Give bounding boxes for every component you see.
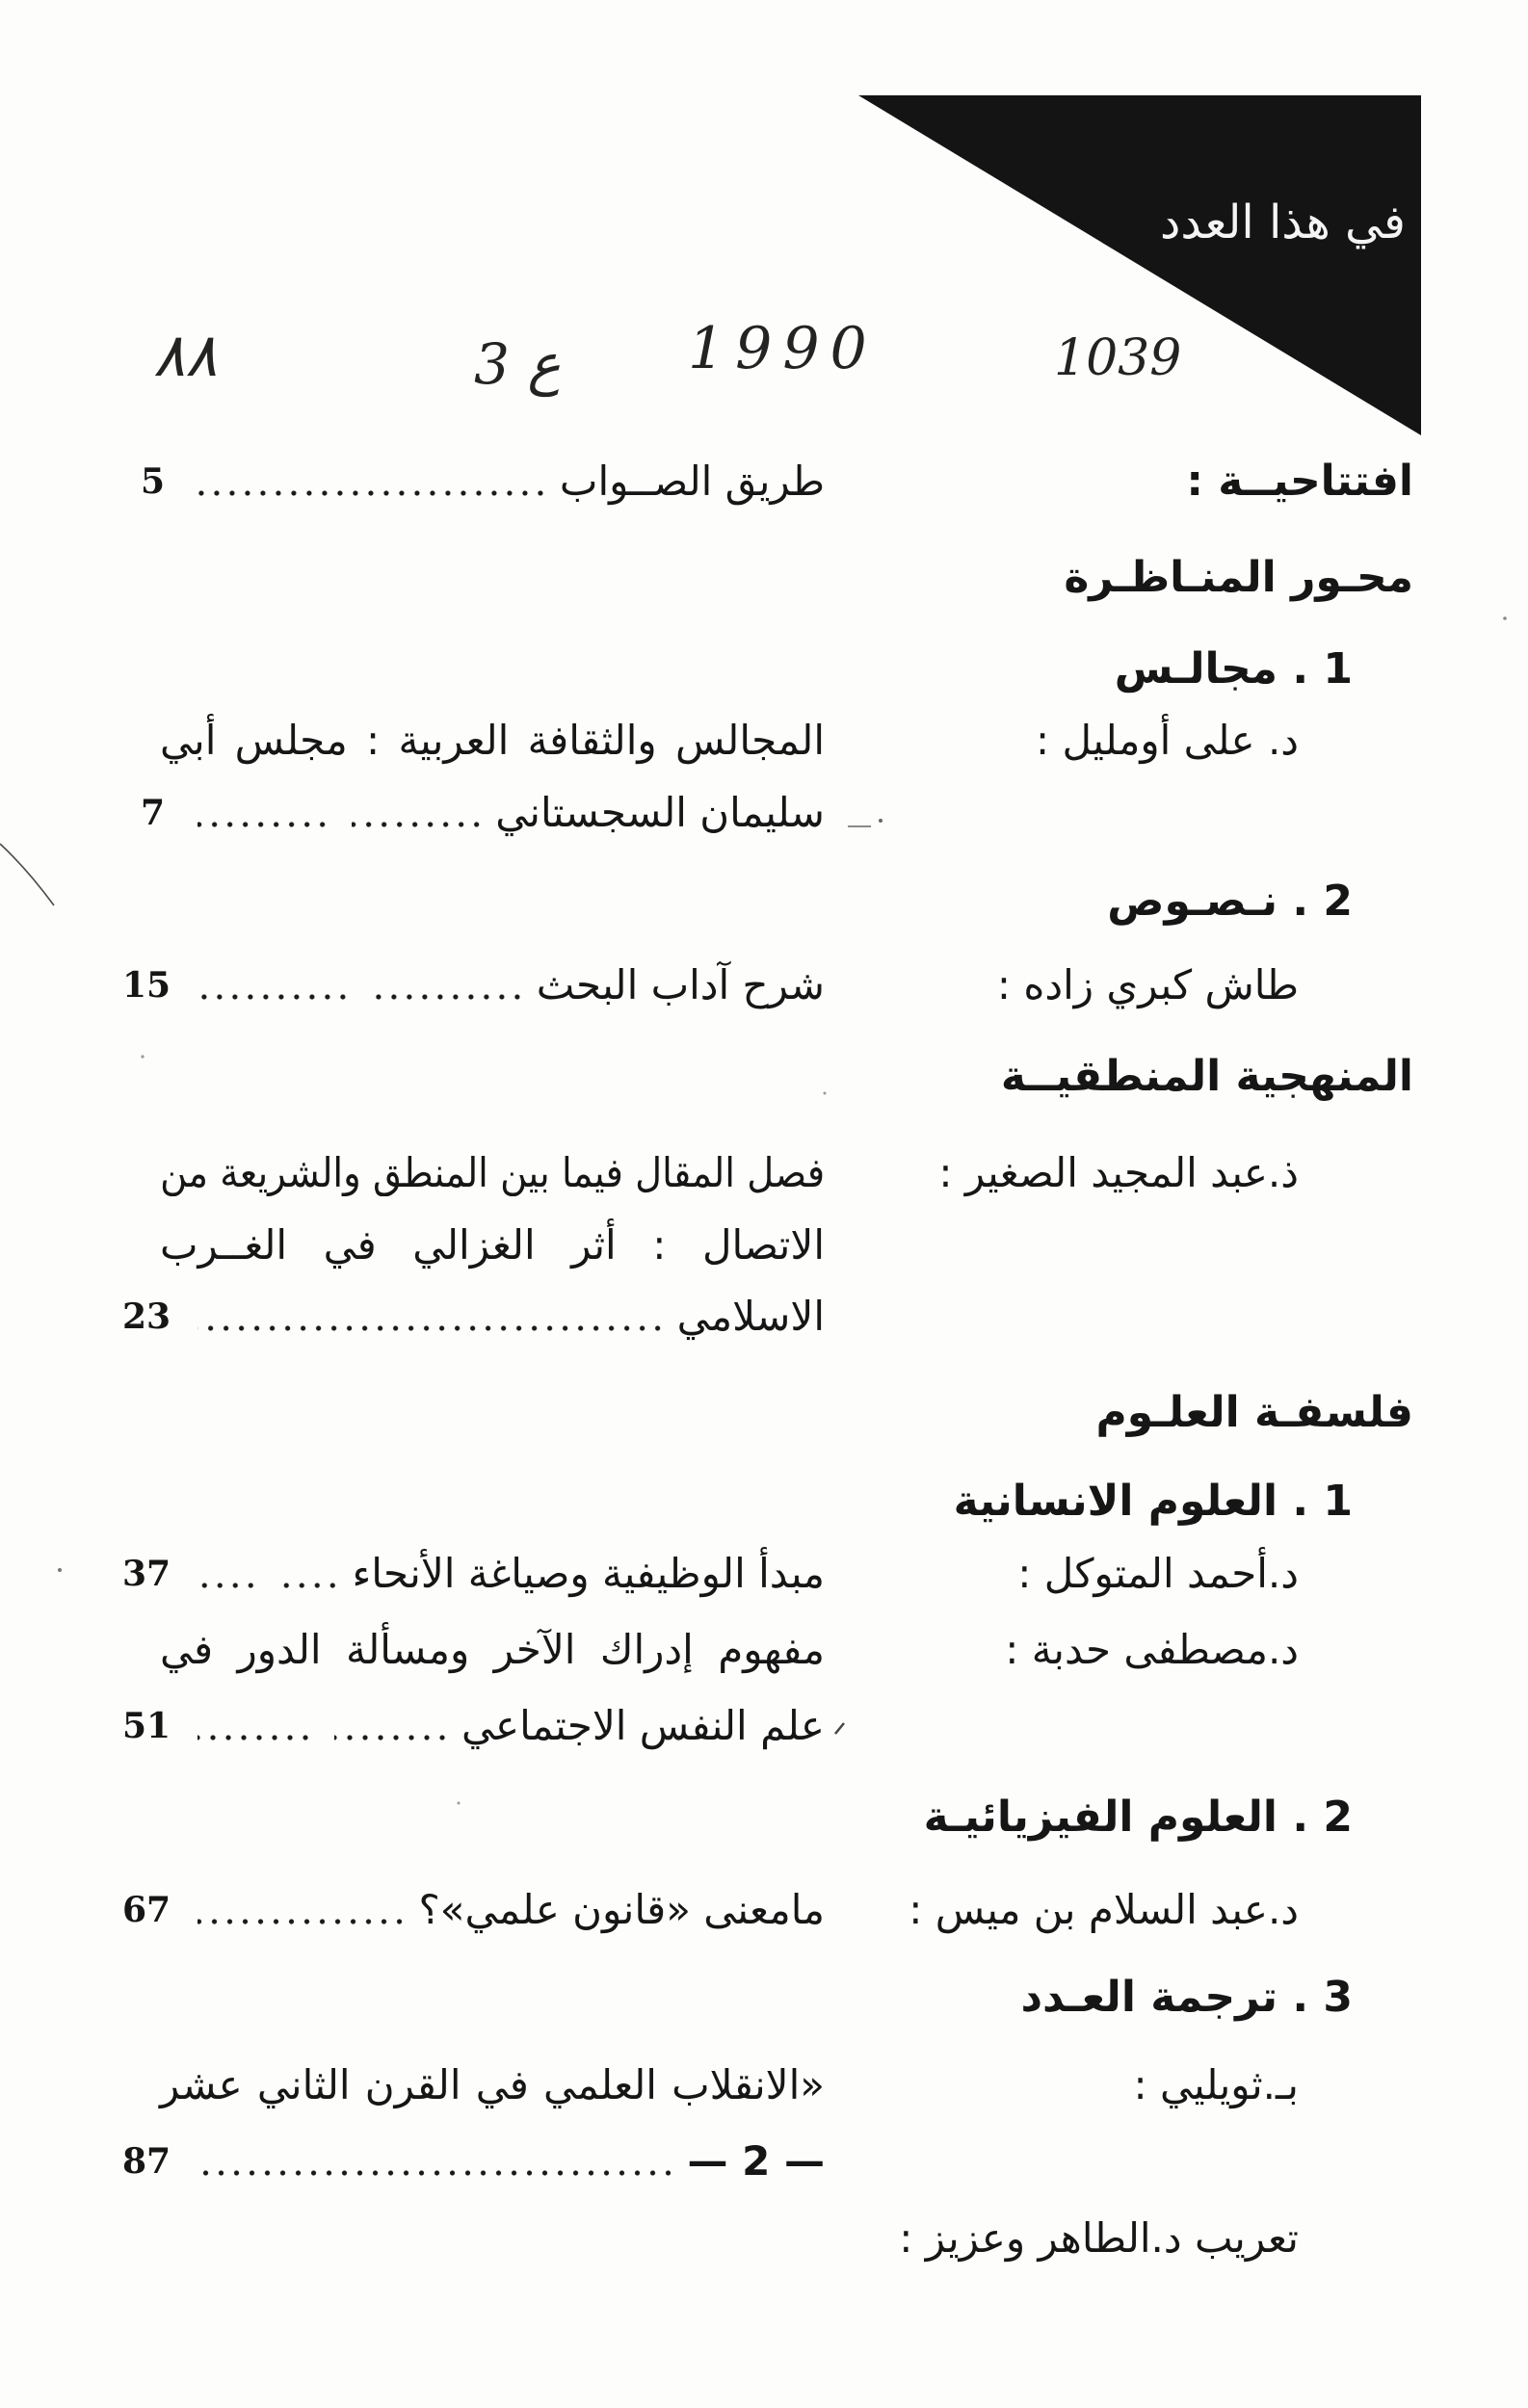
leader-dots bbox=[198, 784, 330, 842]
dot-leader bbox=[198, 2133, 676, 2190]
entry-title-text: الاتصال : أثر الغزالي في الغــرب bbox=[160, 1221, 825, 1269]
scan-speck bbox=[1503, 616, 1507, 620]
dot-leader bbox=[198, 453, 548, 510]
entry-title: سليمان السجستاني bbox=[495, 789, 825, 836]
entry-author: ذ.عبد المجيد الصغير : bbox=[938, 1149, 1299, 1196]
subsection-heading: 3 . ترجمة العـدد bbox=[1020, 1973, 1353, 2022]
subsection-heading: 1 . العلوم الانسانية bbox=[953, 1477, 1353, 1526]
scan-speck bbox=[58, 1568, 62, 1572]
banner-title: في هذا العدد bbox=[1160, 196, 1406, 249]
toc-entry-editorial bbox=[122, 453, 825, 510]
entry-title: طريق الصــواب bbox=[559, 458, 825, 505]
handwritten-note: ٨٨ bbox=[153, 320, 218, 390]
leader-dots bbox=[352, 784, 485, 842]
leader-dots bbox=[198, 2133, 676, 2190]
entry-title: — 2 — bbox=[687, 2137, 825, 2185]
entry-title-text: فصل المقال فيما بين المنطق والشريعة من bbox=[160, 1149, 825, 1196]
leader-dots bbox=[198, 1881, 408, 1939]
scan-mark bbox=[835, 1723, 844, 1734]
dot-leader bbox=[198, 784, 484, 842]
page-number: 15 bbox=[122, 965, 171, 1006]
entry-title: مامعنى «قانون علمي»؟ bbox=[418, 1886, 825, 1933]
entry-author: د.عبد السلام بن ميس : bbox=[909, 1886, 1299, 1933]
toc-entry-line bbox=[122, 2133, 825, 2190]
subsection-heading: 1 . مجالـس bbox=[1114, 644, 1353, 694]
toc-entry-line bbox=[122, 784, 825, 842]
entry-title: مبدأ الوظيفية وصياغة الأنحاء bbox=[352, 1550, 825, 1597]
scan-speck bbox=[141, 1055, 144, 1058]
translator-credit: تعريب د.الطاهر وعزيز : bbox=[899, 2214, 1299, 2262]
toc-entry-line bbox=[122, 1545, 825, 1603]
leader-dots bbox=[198, 453, 548, 510]
handwritten-note: 3 ع bbox=[474, 331, 561, 397]
toc-entry-line bbox=[122, 1881, 825, 1939]
page-number: 23 bbox=[122, 1296, 171, 1337]
dot-leader bbox=[198, 1697, 450, 1755]
page-number: 7 bbox=[140, 793, 165, 833]
subsection-heading: 2 . العلوم الفيزيائيـة bbox=[923, 1793, 1353, 1842]
page-number: 67 bbox=[122, 1890, 171, 1930]
leader-dots bbox=[372, 956, 525, 1014]
leader-dots bbox=[198, 1697, 313, 1755]
scan-speck bbox=[824, 1092, 827, 1095]
leader-dots bbox=[198, 956, 351, 1014]
scan-speck bbox=[879, 819, 883, 823]
toc-entry-line bbox=[122, 956, 825, 1014]
dot-leader bbox=[198, 1288, 666, 1346]
entry-title-line bbox=[160, 1621, 825, 1679]
entry-title: علم النفس الاجتماعي bbox=[461, 1702, 825, 1749]
dot-leader bbox=[198, 1545, 340, 1603]
entry-author: بـ.ثويليي : bbox=[1133, 2061, 1299, 2108]
entry-author: طاش كبري زاده : bbox=[996, 961, 1299, 1008]
dot-leader bbox=[198, 1881, 408, 1939]
toc-entry-line bbox=[122, 1288, 825, 1346]
handwritten-note: 1990 bbox=[688, 315, 878, 382]
entry-title-line bbox=[160, 712, 825, 770]
page-number: 87 bbox=[122, 2141, 171, 2182]
entry-title-text: مفهوم إدراك الآخر ومسألة الدور في bbox=[160, 1626, 825, 1673]
section-title: محـور المنـاظـرة bbox=[1064, 553, 1413, 602]
editorial-label: افتتاحيــة : bbox=[1186, 457, 1413, 506]
subsection-heading: 2 . نـصـوص bbox=[1107, 877, 1353, 926]
entry-title-text: «الانقلاب العلمي في القرن الثاني عشر bbox=[160, 2061, 825, 2108]
entry-author: د.مصطفى حدبة : bbox=[1005, 1626, 1299, 1673]
entry-title-text: المجالس والثقافة العربية : مجلس أبي bbox=[160, 717, 825, 764]
entry-title-line bbox=[160, 1217, 825, 1274]
toc-entry-line bbox=[122, 1697, 825, 1755]
leader-dots bbox=[279, 1545, 340, 1603]
leader-dots bbox=[198, 1545, 258, 1603]
entry-title: الاسلامي bbox=[676, 1293, 825, 1340]
dot-leader bbox=[198, 956, 525, 1014]
entry-title: شرح آداب البحث bbox=[536, 961, 825, 1008]
entry-author: د. على أومليل : bbox=[1035, 717, 1299, 764]
handwritten-note: 1039 bbox=[1054, 329, 1182, 387]
leader-dots bbox=[334, 1697, 450, 1755]
entry-title-line bbox=[160, 2056, 825, 2114]
scan-stroke bbox=[0, 844, 54, 905]
scan-speck bbox=[458, 1802, 461, 1805]
section-title: المنهجية المنطقيــة bbox=[1000, 1052, 1413, 1101]
page-number: 37 bbox=[122, 1554, 171, 1594]
entry-author: د.أحمد المتوكل : bbox=[1017, 1550, 1299, 1597]
leader-dots bbox=[198, 1288, 666, 1346]
section-title: فلسفـة العلـوم bbox=[1095, 1388, 1413, 1437]
entry-title-line bbox=[160, 1144, 825, 1202]
page-number: 51 bbox=[122, 1706, 171, 1746]
page-number: 5 bbox=[140, 461, 165, 502]
